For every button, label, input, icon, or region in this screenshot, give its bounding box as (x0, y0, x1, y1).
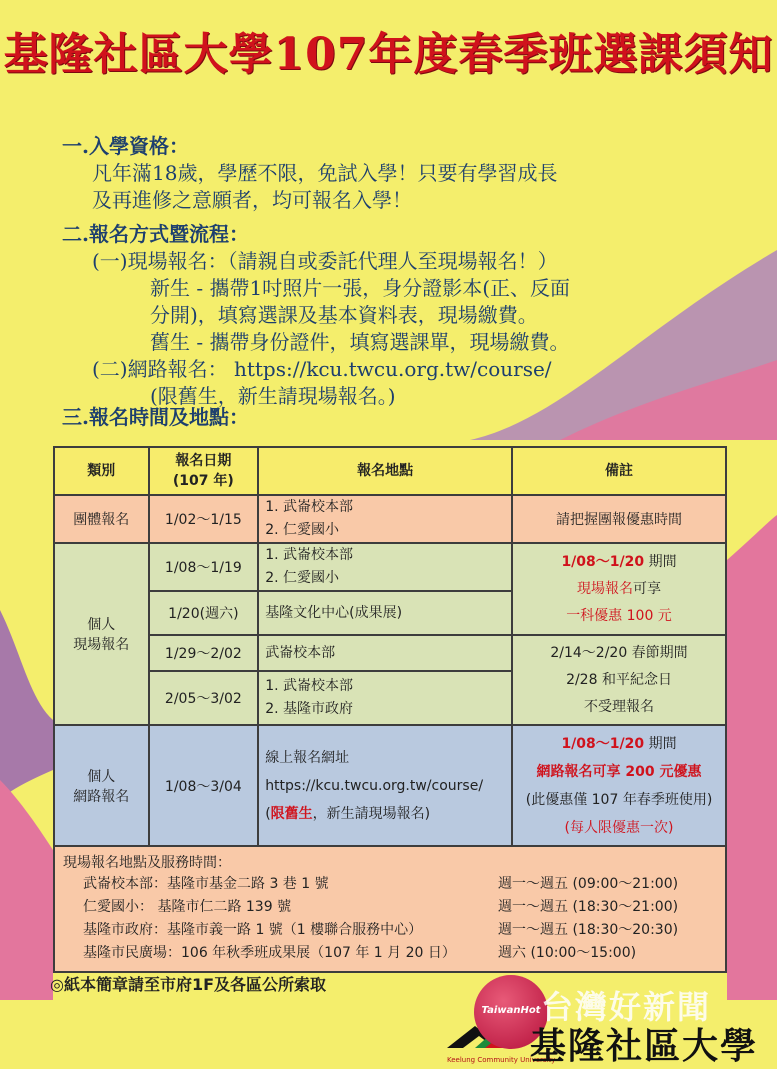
group-place (258, 495, 512, 543)
place-line: 線上報名網址 (265, 749, 350, 766)
online-url: https://kcu.twcu.org.tw/course/ (265, 777, 484, 794)
service-row (63, 942, 717, 965)
remark-highlight: 現場報名 (577, 580, 633, 597)
place-line: 1. 武崙校本部 (265, 499, 353, 515)
remark-highlight: 網路報名可享 200 元優惠 (536, 763, 702, 780)
registration-line: 分開)，填寫選課及基本資料表，現場繳費。 (150, 303, 538, 327)
header-date-year: (107 年) (172, 473, 234, 489)
remark-line (513, 730, 725, 758)
service-info (54, 846, 726, 972)
place-line: 1. 武崙校本部 (265, 678, 353, 694)
group-date: 1/02～1/15 (149, 495, 259, 543)
place-text: ( (265, 805, 271, 822)
type-line: 個人 (87, 617, 116, 633)
section-eligibility-heading: 一.入學資格： (62, 134, 189, 158)
service-place: 武崙校本部：基隆市基金二路 3 巷 1 號 (83, 876, 329, 892)
section-time-place-heading: 三.報名時間及地點： (62, 405, 249, 429)
place-line: 2. 仁愛國小 (265, 570, 339, 586)
section-time-place (62, 404, 249, 431)
place-line: 2. 仁愛國小 (265, 522, 339, 538)
remark-text: 期間 (644, 735, 677, 752)
service-row (63, 873, 717, 896)
table-header-row (54, 447, 726, 495)
remark-period: 1/08～1/20 (561, 735, 645, 752)
header-date-label: 報名日期 (175, 453, 232, 469)
service-info-row (54, 846, 726, 972)
table-row (54, 543, 726, 591)
service-time: 週一～週五 (09:00～21:00) (498, 876, 679, 892)
registration-line: (一)現場報名：（請親自或委託代理人至現場報名！） (92, 249, 558, 273)
type-line: 網路報名 (73, 788, 130, 805)
registration-line: (二)網路報名： https://kcu.twcu.org.tw/course/ (92, 357, 552, 381)
remark-line: 不受理報名 (584, 698, 654, 715)
section-registration (62, 221, 570, 410)
brochure-note: ◎紙本簡章請至市府1F及各區公所索取 (50, 975, 327, 994)
place-line (265, 800, 511, 828)
service-heading: 現場報名地點及服務時間： (63, 855, 231, 871)
remark-line (513, 549, 725, 576)
onsite-place (258, 543, 512, 591)
group-type: 團體報名 (54, 495, 149, 543)
service-place: 基隆市政府：基隆市義一路 1 號（1 樓聯合服務中心） (83, 922, 423, 938)
type-line: 個人 (87, 768, 116, 785)
onsite-remark-closed (512, 635, 726, 725)
registration-line: 新生 - 攜帶1吋照片一張，身分證影本(正、反面 (150, 276, 570, 300)
logo-small-text: Keelung Community University (447, 1056, 556, 1064)
onsite-place: 武崙校本部 (258, 635, 512, 671)
service-row (63, 919, 717, 942)
registration-line: 舊生 - 攜帶身份證件，填寫選課單，現場繳費。 (150, 330, 570, 354)
remark-highlight: 一科優惠 100 元 (566, 607, 672, 624)
service-place: 仁愛國小： 基隆市仁二路 139 號 (83, 899, 292, 915)
remark-line: (此優惠僅 107 年春季班使用) (525, 791, 713, 808)
onsite-date: 2/05～3/02 (149, 671, 259, 725)
header-place: 報名地點 (258, 447, 512, 495)
university-name: 基隆社區大學 (530, 1026, 759, 1067)
service-row (63, 896, 717, 919)
section-eligibility (62, 133, 557, 214)
remark-line: 2/14～2/20 春節期間 (550, 644, 688, 661)
header-date (149, 447, 259, 495)
onsite-place (258, 671, 512, 725)
table-row (54, 635, 726, 671)
table-row (54, 495, 726, 543)
service-time: 週六 (10:00～15:00) (498, 945, 637, 961)
remark-line (513, 576, 725, 603)
online-place (258, 725, 512, 846)
onsite-date: 1/08～1/19 (149, 543, 259, 591)
watermark-text: 台灣好新聞 (541, 988, 712, 1026)
type-line: 現場報名 (73, 637, 130, 653)
taiwanhot-logo-text: TaiwanHot (481, 1005, 541, 1016)
onsite-place: 基隆文化中心(成果展) (258, 591, 512, 635)
page-title: 基隆社區大學107年度春季班選課須知 (3, 29, 774, 80)
schedule-table (53, 446, 727, 973)
online-date: 1/08～3/04 (149, 725, 259, 846)
service-time: 週一～週五 (18:30～20:30) (498, 922, 679, 938)
place-line: 1. 武崙校本部 (265, 547, 353, 563)
eligibility-line: 及再進修之意願者，均可報名入學！ (92, 188, 412, 212)
service-time: 週一～週五 (18:30～21:00) (498, 899, 679, 915)
group-remark: 請把握團報優惠時間 (512, 495, 726, 543)
online-type (54, 725, 149, 846)
registration-line: (限舊生，新生請現場報名。) (150, 384, 396, 408)
remark-period: 1/08～1/20 (561, 553, 645, 570)
place-line: 2. 基隆市政府 (265, 701, 353, 717)
place-text: ，新生請現場報名) (312, 805, 431, 822)
remark-text: 期間 (644, 553, 677, 570)
onsite-date: 1/20(週六) (149, 591, 259, 635)
remark-text: 可享 (633, 580, 661, 597)
header-remark: 備註 (512, 447, 726, 495)
section-registration-heading: 二.報名方式暨流程： (62, 222, 249, 246)
header-type: 類別 (54, 447, 149, 495)
online-remark (512, 725, 726, 846)
table-row (54, 725, 726, 846)
remark-line: 2/28 和平紀念日 (566, 671, 672, 688)
eligibility-line: 凡年滿18歲，學歷不限，免試入學！只要有學習成長 (92, 161, 558, 185)
place-highlight: 限舊生 (270, 805, 313, 822)
service-place: 基隆市民廣場：106 年秋季班成果展（107 年 1 月 20 日） (83, 945, 456, 961)
remark-highlight: (每人限優惠一次) (564, 819, 674, 836)
onsite-type (54, 543, 149, 725)
onsite-remark-discount (512, 543, 726, 635)
onsite-date: 1/29～2/02 (149, 635, 259, 671)
